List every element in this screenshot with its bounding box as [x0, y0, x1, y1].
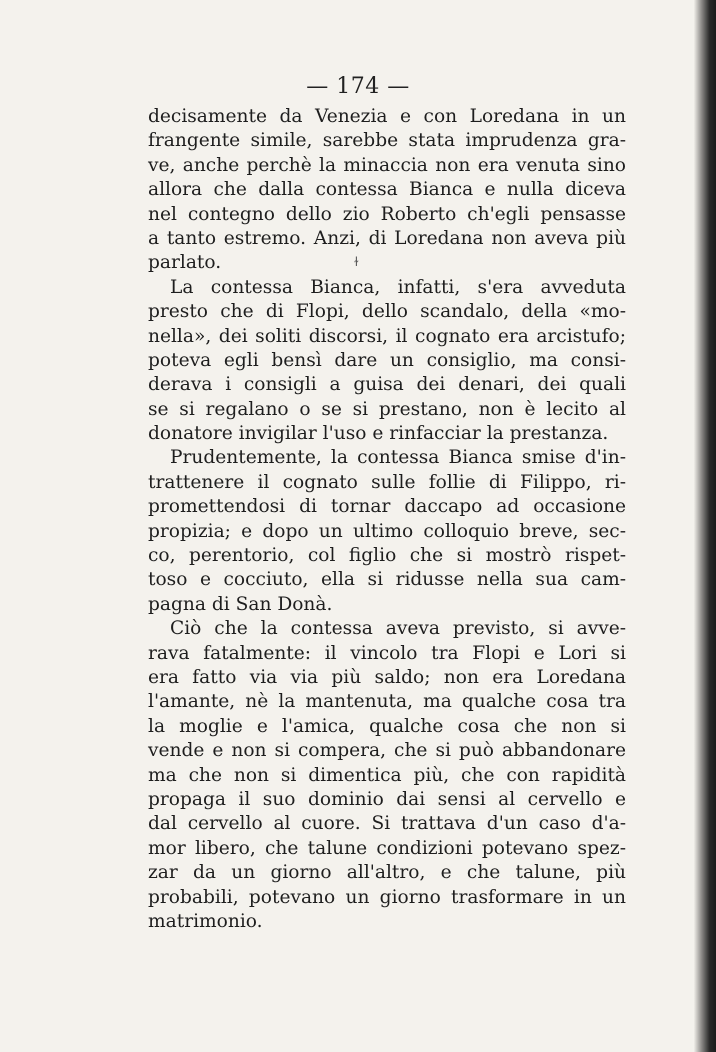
text-line: Ciò che la contessa aveva previsto, si avve-: [170, 618, 626, 640]
text-line: l'amante, nè la mantenuta, ma qualche cosa tra: [148, 691, 626, 713]
text-line: zar da un giorno all'altro, e che talune, più: [148, 862, 626, 884]
text-line: se si regalano o se si prestano, non è lecito al: [148, 398, 626, 420]
text-line: rava fatalmente: il vincolo tra Flopi e Lori si: [148, 642, 626, 664]
page-binding-edge: [694, 0, 716, 1052]
text-line: donatore invigilar l'uso e rinfacciar la prestanza.: [148, 423, 609, 445]
text-line: mor libero, che talune condizioni potevano spez-: [148, 837, 626, 859]
text-line: Prudentemente, la contessa Bianca smise d'in-: [170, 447, 626, 469]
page-number: — 174 —: [306, 74, 410, 99]
text-line: frangente simile, sarebbe stata imprudenza gra-: [148, 130, 626, 152]
text-line: propaga il suo dominio dai sensi al cervello e: [148, 788, 626, 810]
text-line: la moglie e l'amica, qualche cosa che non si: [148, 715, 626, 737]
body-text: [148, 105, 626, 934]
text-line: pagna di San Donà.: [148, 593, 333, 615]
text-line: trattenere il cognato sulle follie di Filippo, ri-: [148, 471, 626, 493]
text-line: propizia; e dopo un ultimo colloquio breve, sec-: [148, 520, 626, 542]
text-line: nella», dei soliti discorsi, il cognato era arcistufo;: [148, 325, 626, 347]
text-line: decisamente da Venezia e con Loredana in un: [148, 106, 626, 127]
text-line: ma che non si dimentica più, che con rapidità: [148, 764, 626, 786]
text-line: vende e non si compera, che si può abbandonare: [148, 740, 626, 762]
text-line: matrimonio.: [148, 910, 263, 932]
text-line: presto che di Flopi, dello scandalo, della «mo-: [148, 301, 626, 323]
text-line: nel contegno dello zio Roberto ch'egli pensasse: [148, 203, 626, 225]
text-line: toso e cocciuto, ella si ridusse nella sua cam-: [148, 569, 626, 591]
text-line: poteva egli bensì dare un consiglio, ma consi-: [148, 349, 626, 371]
text-line: derava i consigli a guisa dei denari, dei quali: [148, 374, 626, 396]
text-line: La contessa Bianca, infatti, s'era avveduta: [170, 276, 626, 298]
text-line: a tanto estremo. Anzi, di Loredana non aveva più: [148, 227, 626, 249]
text-line: ve, anche perchè la minaccia non era venuta sino: [148, 154, 626, 176]
ink-speck-mark: ɫ: [354, 255, 359, 269]
text-line: allora che dalla contessa Bianca e nulla diceva: [148, 179, 626, 201]
text-line: promettendosi di tornar daccapo ad occasione: [148, 496, 626, 518]
text-line: co, perentorio, col figlio che si mostrò rispet-: [148, 545, 626, 567]
text-line: parlato.: [148, 252, 222, 274]
text-line: era fatto via via più saldo; non era Loredana: [148, 666, 626, 688]
text-line: dal cervello al cuore. Si trattava d'un caso d'a-: [148, 813, 626, 835]
text-line: probabili, potevano un giorno trasformare in un: [148, 886, 626, 908]
